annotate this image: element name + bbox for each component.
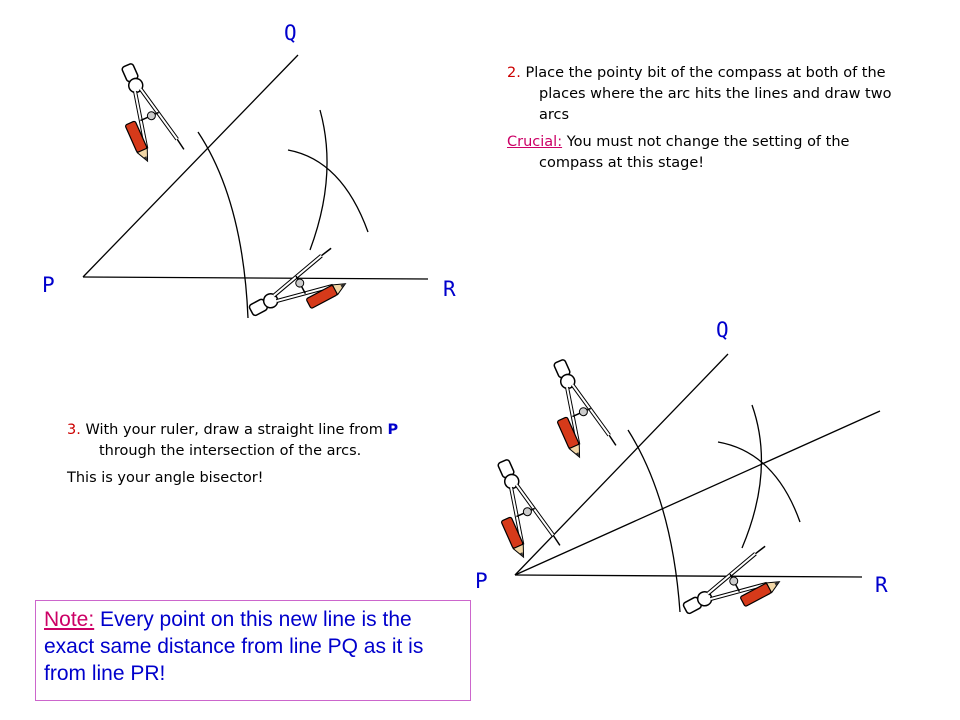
crucial-label: Crucial: xyxy=(507,134,563,150)
step-three-number: 3. xyxy=(67,422,81,438)
note-box xyxy=(35,600,471,701)
label-p-1: P xyxy=(42,273,55,297)
label-p-2: P xyxy=(475,569,488,593)
step-three-instruction xyxy=(67,420,452,462)
diagram-two xyxy=(475,318,888,632)
step-two-number: 2. xyxy=(507,65,521,81)
step-two-body: Place the pointy bit of the compass at both of the places where the arc hits the lines and draw two arcs xyxy=(525,65,892,123)
cross-arc-1a xyxy=(310,110,327,250)
compass-icon xyxy=(535,354,616,463)
step-three-before: With your ruler, draw a straight line from xyxy=(85,422,383,438)
step-three-p-letter: P xyxy=(387,422,399,438)
step-two-crucial xyxy=(507,132,897,174)
compass-icon xyxy=(243,248,352,334)
ray-pq-1 xyxy=(83,55,298,277)
label-r-2: R xyxy=(875,573,888,597)
step-two-text xyxy=(507,63,897,180)
diagram-one xyxy=(42,21,456,334)
ray-pr-1 xyxy=(83,277,428,279)
note-body: Every point on this new line is the exact same distance from line PQ as it is from line PR! xyxy=(44,608,424,685)
step-three-after: through the intersection of the arcs. xyxy=(99,443,362,459)
ray-pr-2 xyxy=(515,575,862,577)
compass-icon xyxy=(103,58,184,167)
cross-arc-2b xyxy=(718,442,800,522)
label-r-1: R xyxy=(443,277,456,301)
cross-arc-1b xyxy=(288,150,368,232)
cross-arc-2a xyxy=(742,405,761,548)
compass-icon xyxy=(479,454,560,563)
step-three-text xyxy=(67,420,452,495)
crucial-body: You must not change the setting of the compass at this stage! xyxy=(539,134,850,171)
ray-pq-2 xyxy=(515,354,728,575)
base-arc-1 xyxy=(198,132,248,318)
step-two-instruction xyxy=(507,63,897,126)
step-three-conclusion: This is your angle bisector! xyxy=(67,470,264,486)
label-q-2: Q xyxy=(716,318,729,342)
label-q-1: Q xyxy=(284,21,297,45)
compass-icon xyxy=(677,546,786,632)
note-label: Note: xyxy=(44,608,95,631)
